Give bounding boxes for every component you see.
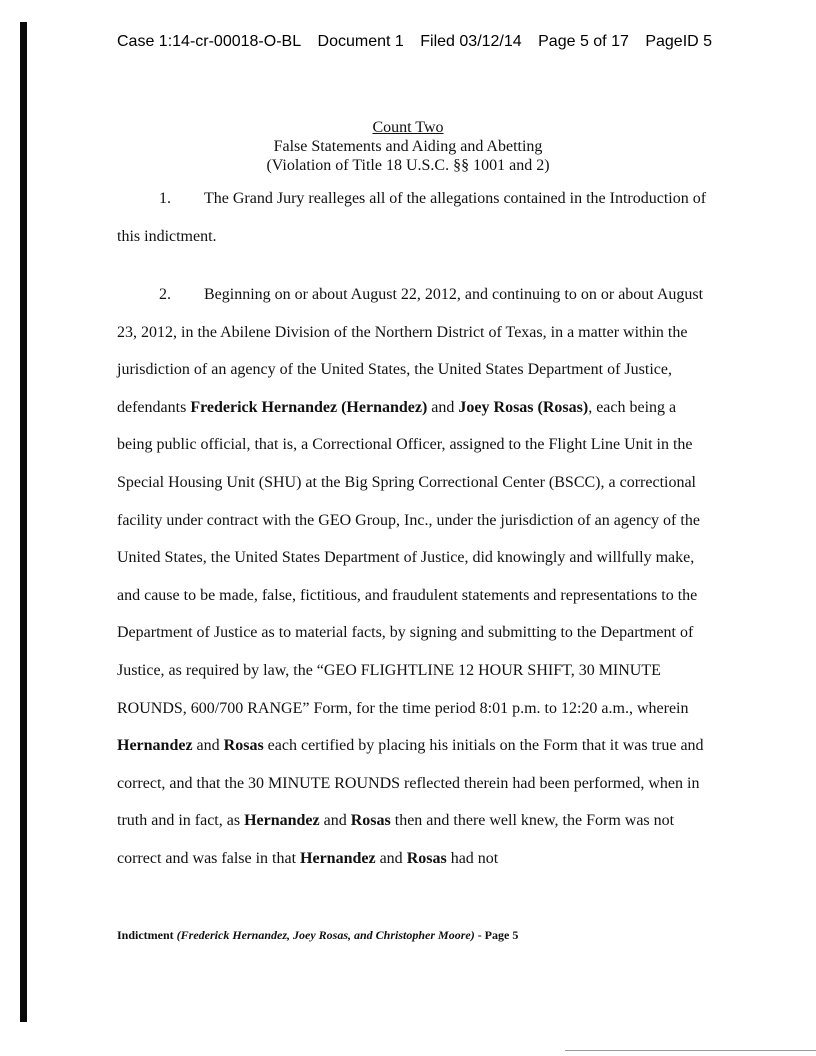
scan-edge-line: [565, 1050, 816, 1051]
count-title: Count Two: [372, 119, 444, 136]
footer-parties: (Frederick Hernandez, Joey Rosas, and Christopher Moore): [176, 928, 475, 942]
paragraph-text: then and there well knew, the Form was not correct and was false in that: [117, 812, 675, 867]
paragraph-text: and: [427, 398, 459, 416]
page-footer: [117, 928, 518, 943]
paragraph-text: and: [192, 737, 224, 755]
paragraph-1: [117, 180, 707, 255]
page-id: PageID 5: [645, 33, 713, 50]
count-citation: (Violation of Title 18 U.S.C. §§ 1001 and 2): [266, 157, 550, 174]
defendant-name: Hernandez: [117, 737, 193, 755]
paragraph-text: had not: [446, 849, 499, 867]
paragraph-text: The Grand Jury realleges all of the allegations contained in the Introduction of this indictment.: [117, 190, 707, 245]
count-subtitle: False Statements and Aiding and Abetting: [273, 138, 543, 155]
document-number: Document 1: [317, 33, 404, 50]
defendant-name: Rosas: [350, 812, 391, 830]
filed-date: Filed 03/12/14: [420, 33, 522, 50]
paragraph-text: each certified by placing his initials on the Form that it was true and correct, and that the 30 MINUTE ROUNDS reflected therein had been performed, when in truth and in fact, as: [117, 737, 704, 830]
defendant-name: Rosas: [406, 849, 447, 867]
paragraph-number: 1.: [159, 190, 171, 207]
paragraph-text: Beginning on or about August 22, 2012, and continuing to on or about August 23, 2012, in the Abilene Division of the Northern District of Texas, in a matter within the jurisdiction of an agency of the United States, the United States Department of Justice, defendants: [117, 286, 704, 416]
paragraph-text: and: [375, 849, 407, 867]
footer-page: - Page 5: [477, 928, 519, 942]
paragraph-number: 2.: [159, 286, 171, 303]
defendant-name: Rosas: [223, 737, 264, 755]
paragraph-2: [117, 276, 707, 878]
court-filing-header: [117, 33, 797, 51]
footer-label: Indictment: [117, 928, 174, 942]
defendant-name: Frederick Hernandez (Hernandez): [190, 398, 428, 416]
paragraph-text: and: [319, 812, 351, 830]
page-count: Page 5 of 17: [538, 33, 629, 50]
defendant-name: Joey Rosas (Rosas): [458, 398, 589, 416]
defendant-name: Hernandez: [300, 849, 376, 867]
paragraph-text: , each being a being public official, that is, a Correctional Officer, assigned to the Flight Line Unit in the Special Housing Unit (SHU) at the Big Spring Correctional Center (BSCC), a correctional facility under contract with the GEO Group, Inc., under the jurisdiction of an agency of the United States, the United States Department of Justice, did knowingly and willfully make, and cause to be made, false, fictitious, and fraudulent statements and representations to the Department of Justice as to material facts, by signing and submitting to the Department of Justice, as required by law, the “GEO FLIGHTLINE 12 HOUR SHIFT, 30 MINUTE ROUNDS, 600/700 RANGE” Form, for the time period 8:01 p.m. to 12:20 a.m., wherein: [117, 398, 700, 717]
case-number: Case 1:14-cr-00018-O-BL: [117, 33, 302, 50]
defendant-name: Hernandez: [244, 812, 320, 830]
